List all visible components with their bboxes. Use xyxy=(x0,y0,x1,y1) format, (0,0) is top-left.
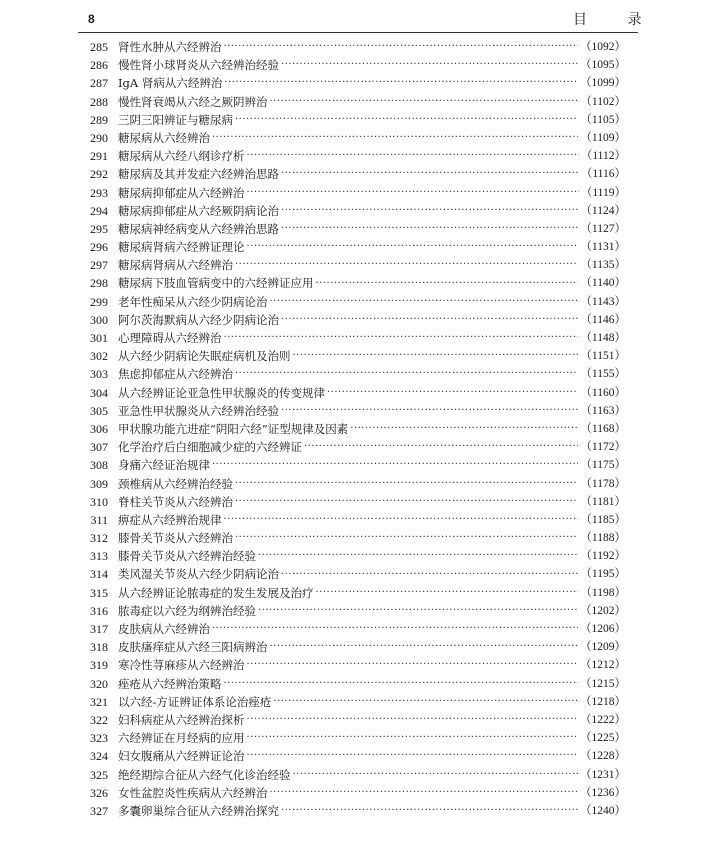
toc-dot-leader xyxy=(316,275,579,293)
toc-entry-title: 从六经辨证论脓毒症的发生发展及治疗 xyxy=(118,585,314,600)
toc-entry-title: 慢性肾衰竭从六经之厥阴辨治 xyxy=(118,94,268,109)
toc-entry[interactable] xyxy=(78,56,626,74)
toc-entry-page: （1131） xyxy=(580,241,626,254)
toc-entry-page: （1178） xyxy=(580,477,626,490)
toc-entry-page: （1124） xyxy=(580,204,626,217)
toc-dot-leader xyxy=(247,711,579,729)
toc-entry-page: （1160） xyxy=(580,386,626,399)
toc-entry-page: （1168） xyxy=(580,422,626,435)
page-header-title: 目 录 xyxy=(573,12,660,28)
toc-entry-page: （1202） xyxy=(580,604,626,617)
toc-dot-leader xyxy=(293,766,579,784)
toc-entry[interactable] xyxy=(78,729,626,747)
toc-entry-page: （1116） xyxy=(580,168,626,181)
toc-entry-title: 皮肤瘙痒症从六经三阳病辨治 xyxy=(118,640,268,655)
toc-entry-number: 307 xyxy=(90,440,108,455)
toc-dot-leader xyxy=(235,529,578,547)
toc-dot-leader xyxy=(212,129,578,147)
toc-entry-title: 三阴三阳辨证与糖尿病 xyxy=(118,112,233,127)
toc-entry-number: 324 xyxy=(90,749,108,764)
toc-entry[interactable] xyxy=(78,475,626,493)
toc-entry-number: 310 xyxy=(90,494,108,509)
toc-entry-title: 膝骨关节炎从六经辨治经验 xyxy=(118,549,256,564)
toc-dot-leader xyxy=(258,602,578,620)
toc-dot-leader xyxy=(235,256,578,274)
toc-entry-number: 306 xyxy=(90,421,108,436)
toc-entry[interactable] xyxy=(78,565,626,583)
toc-entry-number: 327 xyxy=(90,803,108,818)
toc-entry-title: 从六经少阴病论失眠症病机及治则 xyxy=(118,349,291,364)
toc-dot-leader xyxy=(281,165,579,183)
toc-dot-leader xyxy=(247,184,579,202)
toc-dot-leader xyxy=(350,420,578,438)
toc-entry-page: （1192） xyxy=(580,550,626,563)
toc-entry-number: 289 xyxy=(90,112,108,127)
toc-entry-title: 多囊卵巢综合征从六经辨治探究 xyxy=(118,803,279,818)
toc-entry-number: 301 xyxy=(90,331,108,345)
toc-dot-leader xyxy=(235,365,578,383)
toc-entry-number: 312 xyxy=(90,531,108,546)
toc-entry-number: 294 xyxy=(90,203,108,218)
toc-entry[interactable] xyxy=(78,93,626,111)
toc-entry[interactable] xyxy=(78,656,626,674)
toc-entry-number: 296 xyxy=(90,240,108,255)
toc-entry-number: 295 xyxy=(90,221,108,236)
toc-entry-title: 老年性痴呆从六经少阴病论治 xyxy=(118,294,268,309)
toc-entry[interactable] xyxy=(78,147,626,165)
toc-entry-page: （1112） xyxy=(580,150,626,163)
toc-entry[interactable] xyxy=(78,384,626,402)
toc-entry-page: （1092） xyxy=(580,41,626,53)
toc-entry-page: （1212） xyxy=(580,659,626,672)
toc-entry[interactable] xyxy=(78,766,626,784)
toc-entry-title: 糖尿病抑郁症从六经厥阴病论治 xyxy=(118,203,279,218)
toc-entry-title: 痹症从六经辨治规律 xyxy=(118,512,222,527)
toc-dot-leader xyxy=(235,111,578,129)
toc-entry[interactable] xyxy=(78,347,626,365)
toc-entry-page: （1146） xyxy=(580,313,626,326)
toc-dot-leader xyxy=(235,493,578,511)
toc-entry[interactable] xyxy=(78,311,626,329)
toc-entry[interactable] xyxy=(78,529,626,547)
toc-dot-leader xyxy=(281,402,578,420)
toc-entry-number: 322 xyxy=(90,712,108,727)
toc-entry-title: 糖尿病肾病六经辨证理论 xyxy=(118,240,245,255)
toc-entry[interactable] xyxy=(78,638,626,656)
toc-entry[interactable] xyxy=(78,184,626,202)
page-number: 8 xyxy=(88,12,95,26)
toc-entry-page: （1095） xyxy=(580,59,626,72)
toc-entry[interactable] xyxy=(78,238,626,256)
toc-entry[interactable] xyxy=(78,784,626,802)
toc-entry-page: （1151） xyxy=(580,350,626,363)
toc-entry-title: 寒冷性荨麻疹从六经辨治 xyxy=(118,658,245,673)
toc-entry[interactable] xyxy=(78,456,626,474)
toc-entry[interactable] xyxy=(78,602,626,620)
toc-dot-leader xyxy=(224,675,579,693)
toc-dot-leader xyxy=(212,620,578,638)
toc-entry-page: （1155） xyxy=(580,368,626,381)
toc-dot-leader xyxy=(270,93,579,111)
toc-entry-number: 303 xyxy=(90,367,108,382)
toc-entry-number: 308 xyxy=(90,458,108,473)
toc-entry[interactable] xyxy=(78,111,626,129)
toc-entry[interactable] xyxy=(78,402,626,420)
toc-entry-page: （1222） xyxy=(580,713,626,726)
toc-entry-title: 肾性水肿从六经辨治 xyxy=(118,40,222,54)
toc-entry-number: 315 xyxy=(90,585,108,600)
toc-dot-leader xyxy=(224,38,579,56)
toc-entry-number: 318 xyxy=(90,640,108,655)
toc-entry-page: （1225） xyxy=(580,732,626,745)
toc-entry-page: （1109） xyxy=(580,131,626,144)
toc-entry-title: 糖尿病从六经八纲诊疗析 xyxy=(118,149,245,164)
toc-entry-number: 288 xyxy=(90,94,108,109)
toc-entry-page: （1236） xyxy=(580,786,626,799)
toc-dot-leader xyxy=(224,511,579,529)
toc-entry[interactable] xyxy=(78,165,626,183)
toc-entry-number: 300 xyxy=(90,312,108,327)
toc-entry-number: 317 xyxy=(90,622,108,636)
toc-dot-leader xyxy=(281,202,578,220)
toc-dot-leader xyxy=(212,456,578,474)
toc-dot-leader xyxy=(281,802,578,820)
toc-entry[interactable] xyxy=(78,493,626,511)
toc-entry-title: 心理障碍从六经辨治 xyxy=(118,331,222,345)
toc-dot-leader xyxy=(316,584,579,602)
toc-dot-leader xyxy=(281,220,578,238)
toc-dot-leader xyxy=(281,311,578,329)
toc-entry-title: 痤疮从六经辨治策略 xyxy=(118,676,222,691)
toc-entry-page: （1119） xyxy=(580,186,626,199)
toc-entry-number: 309 xyxy=(90,476,108,491)
toc-entry-title: 慢性肾小球肾炎从六经辨治经验 xyxy=(118,58,279,73)
toc-entry-title: 女性盆腔炎性疾病从六经辨治 xyxy=(118,785,268,800)
toc-entry-number: 320 xyxy=(90,676,108,691)
toc-entry-title: 身痛六经证治规律 xyxy=(118,458,210,473)
toc-entry-number: 314 xyxy=(90,567,108,582)
toc-dot-leader xyxy=(247,238,579,256)
toc-entry-number: 290 xyxy=(90,130,108,145)
toc-entry-title: 颈椎病从六经辨治经验 xyxy=(118,476,233,491)
toc-entry-page: （1172） xyxy=(580,441,626,454)
toc-entry[interactable] xyxy=(78,365,626,383)
toc-entry-number: 291 xyxy=(90,149,108,164)
toc-entry-number: 326 xyxy=(90,785,108,800)
toc-entry-page: （1140） xyxy=(580,277,626,290)
header-divider xyxy=(78,32,638,33)
toc-dot-leader xyxy=(270,638,579,656)
toc-entry-number: 325 xyxy=(90,767,108,782)
toc-entry-page: （1215） xyxy=(580,677,626,690)
toc-entry-title: 妇科病症从六经辨治探析 xyxy=(118,712,245,727)
toc-entry-number: 313 xyxy=(90,549,108,564)
toc-entry[interactable] xyxy=(78,711,626,729)
toc-entry-page: （1228） xyxy=(580,750,626,763)
toc-entry[interactable] xyxy=(78,329,626,347)
toc-dot-leader xyxy=(247,147,579,165)
toc-entry[interactable] xyxy=(78,747,626,765)
toc-entry-title: 糖尿病抑郁症从六经辨治 xyxy=(118,185,245,200)
toc-entry-number: 292 xyxy=(90,167,108,182)
toc-dot-leader xyxy=(235,475,578,493)
toc-entry-title: 从六经辨证论亚急性甲状腺炎的传变规律 xyxy=(118,385,325,400)
toc-entry-title: 亚急性甲状腺炎从六经辨治经验 xyxy=(118,403,279,418)
toc-dot-leader xyxy=(327,384,578,402)
toc-entry-page: （1206） xyxy=(580,623,626,635)
toc-dot-leader xyxy=(270,293,579,311)
toc-entry-title: 糖尿病下肢血管病变中的六经辨证应用 xyxy=(118,276,314,291)
toc-entry-title: 糖尿病神经病变从六经辨治思路 xyxy=(118,221,279,236)
toc-entry-page: （1181） xyxy=(580,495,626,508)
toc-dot-leader xyxy=(258,547,578,565)
toc-dot-leader xyxy=(281,566,578,584)
toc-entry-title: 焦虑抑郁症从六经辨治 xyxy=(118,367,233,382)
toc-entry-number: 298 xyxy=(90,276,108,291)
toc-entry-title: 阿尔茨海默病从六经少阴病论治 xyxy=(118,312,279,327)
toc-entry-title: 糖尿病从六经辨治 xyxy=(118,130,210,145)
toc-entry-number: 304 xyxy=(90,385,108,400)
toc-entry-number: 316 xyxy=(90,603,108,618)
toc-entry[interactable] xyxy=(78,584,626,602)
toc-entry[interactable] xyxy=(78,693,626,711)
toc-entry-title: 妇女腹痛从六经辨证论治 xyxy=(118,749,245,764)
toc-entry-number: 285 xyxy=(90,40,108,54)
toc-entry[interactable] xyxy=(78,74,626,92)
toc-entry-number: 319 xyxy=(90,658,108,673)
toc-entry[interactable] xyxy=(78,220,626,238)
toc-entry-page: （1163） xyxy=(580,404,626,417)
toc-entry[interactable] xyxy=(78,802,626,820)
toc-entry-number: 286 xyxy=(90,58,108,73)
toc-entry-title: IgA 肾病从六经辨治 xyxy=(118,76,223,91)
toc-entry-page: （1209） xyxy=(580,641,626,654)
toc-entry-number: 299 xyxy=(90,294,108,309)
table-of-contents xyxy=(78,38,626,820)
toc-entry[interactable] xyxy=(78,38,626,56)
toc-entry-page: （1135） xyxy=(580,259,626,272)
toc-entry-page: （1185） xyxy=(580,513,626,526)
toc-entry-number: 287 xyxy=(90,76,108,91)
toc-entry-number: 302 xyxy=(90,349,108,364)
toc-entry-page: （1240） xyxy=(580,804,626,817)
toc-entry-title: 以六经-方证辨证体系论治痤疮 xyxy=(118,694,272,709)
toc-dot-leader xyxy=(247,747,579,765)
toc-entry[interactable] xyxy=(78,675,626,693)
toc-entry[interactable] xyxy=(78,438,626,456)
toc-dot-leader xyxy=(273,693,578,711)
toc-entry-title: 糖尿病及其并发症六经辨治思路 xyxy=(118,167,279,182)
toc-entry[interactable] xyxy=(78,129,626,147)
toc-entry-title: 类风湿关节炎从六经少阴病论治 xyxy=(118,567,279,582)
toc-entry-title: 膝骨关节炎从六经辨治 xyxy=(118,531,233,546)
toc-entry-number: 311 xyxy=(90,512,108,527)
toc-entry-title: 皮肤病从六经辨治 xyxy=(118,622,210,636)
toc-entry[interactable] xyxy=(78,202,626,220)
toc-dot-leader xyxy=(293,347,579,365)
toc-entry-title: 脓毒症以六经为纲辨治经验 xyxy=(118,603,256,618)
toc-entry-title: 甲状腺功能亢进症“阴阳六经”证型规律及因素 xyxy=(118,421,349,436)
toc-entry[interactable] xyxy=(78,420,626,438)
toc-entry[interactable] xyxy=(78,547,626,565)
toc-entry-page: （1102） xyxy=(580,95,626,108)
toc-entry-number: 323 xyxy=(90,731,108,746)
toc-entry-title: 化学治疗后白细胞减少症的六经辨证 xyxy=(118,440,302,455)
toc-dot-leader xyxy=(270,784,579,802)
toc-entry-page: （1195） xyxy=(580,568,626,581)
toc-dot-leader xyxy=(224,329,579,347)
toc-entry[interactable] xyxy=(78,256,626,274)
toc-dot-leader xyxy=(281,56,578,74)
toc-entry-title: 脊柱关节炎从六经辨治 xyxy=(118,494,233,509)
toc-entry-title: 六经辨证在月经病的应用 xyxy=(118,731,245,746)
toc-entry-page: （1127） xyxy=(580,222,626,235)
toc-entry-number: 305 xyxy=(90,403,108,418)
toc-entry-page: （1099） xyxy=(580,77,626,90)
toc-entry-number: 321 xyxy=(90,694,108,709)
toc-entry-page: （1188） xyxy=(580,532,626,545)
toc-entry-title: 糖尿病肾病从六经辨治 xyxy=(118,258,233,273)
toc-dot-leader xyxy=(304,438,578,456)
toc-entry[interactable] xyxy=(78,620,626,638)
toc-entry-page: （1143） xyxy=(580,295,626,308)
toc-entry-page: （1105） xyxy=(580,113,626,126)
toc-entry-number: 293 xyxy=(90,185,108,200)
toc-entry-page: （1198） xyxy=(580,586,626,599)
toc-entry-page: （1231） xyxy=(580,768,626,781)
toc-entry[interactable] xyxy=(78,511,626,529)
toc-entry-page: （1218） xyxy=(580,695,626,708)
toc-dot-leader xyxy=(247,729,579,747)
toc-entry[interactable] xyxy=(78,274,626,292)
toc-entry-title: 绝经期综合征从六经气化诊治经验 xyxy=(118,767,291,782)
toc-dot-leader xyxy=(224,74,578,92)
toc-entry-number: 297 xyxy=(90,258,108,273)
toc-entry-page: （1175） xyxy=(580,459,626,472)
toc-entry-page: （1148） xyxy=(580,332,626,344)
toc-dot-leader xyxy=(247,656,579,674)
toc-entry[interactable] xyxy=(78,293,626,311)
